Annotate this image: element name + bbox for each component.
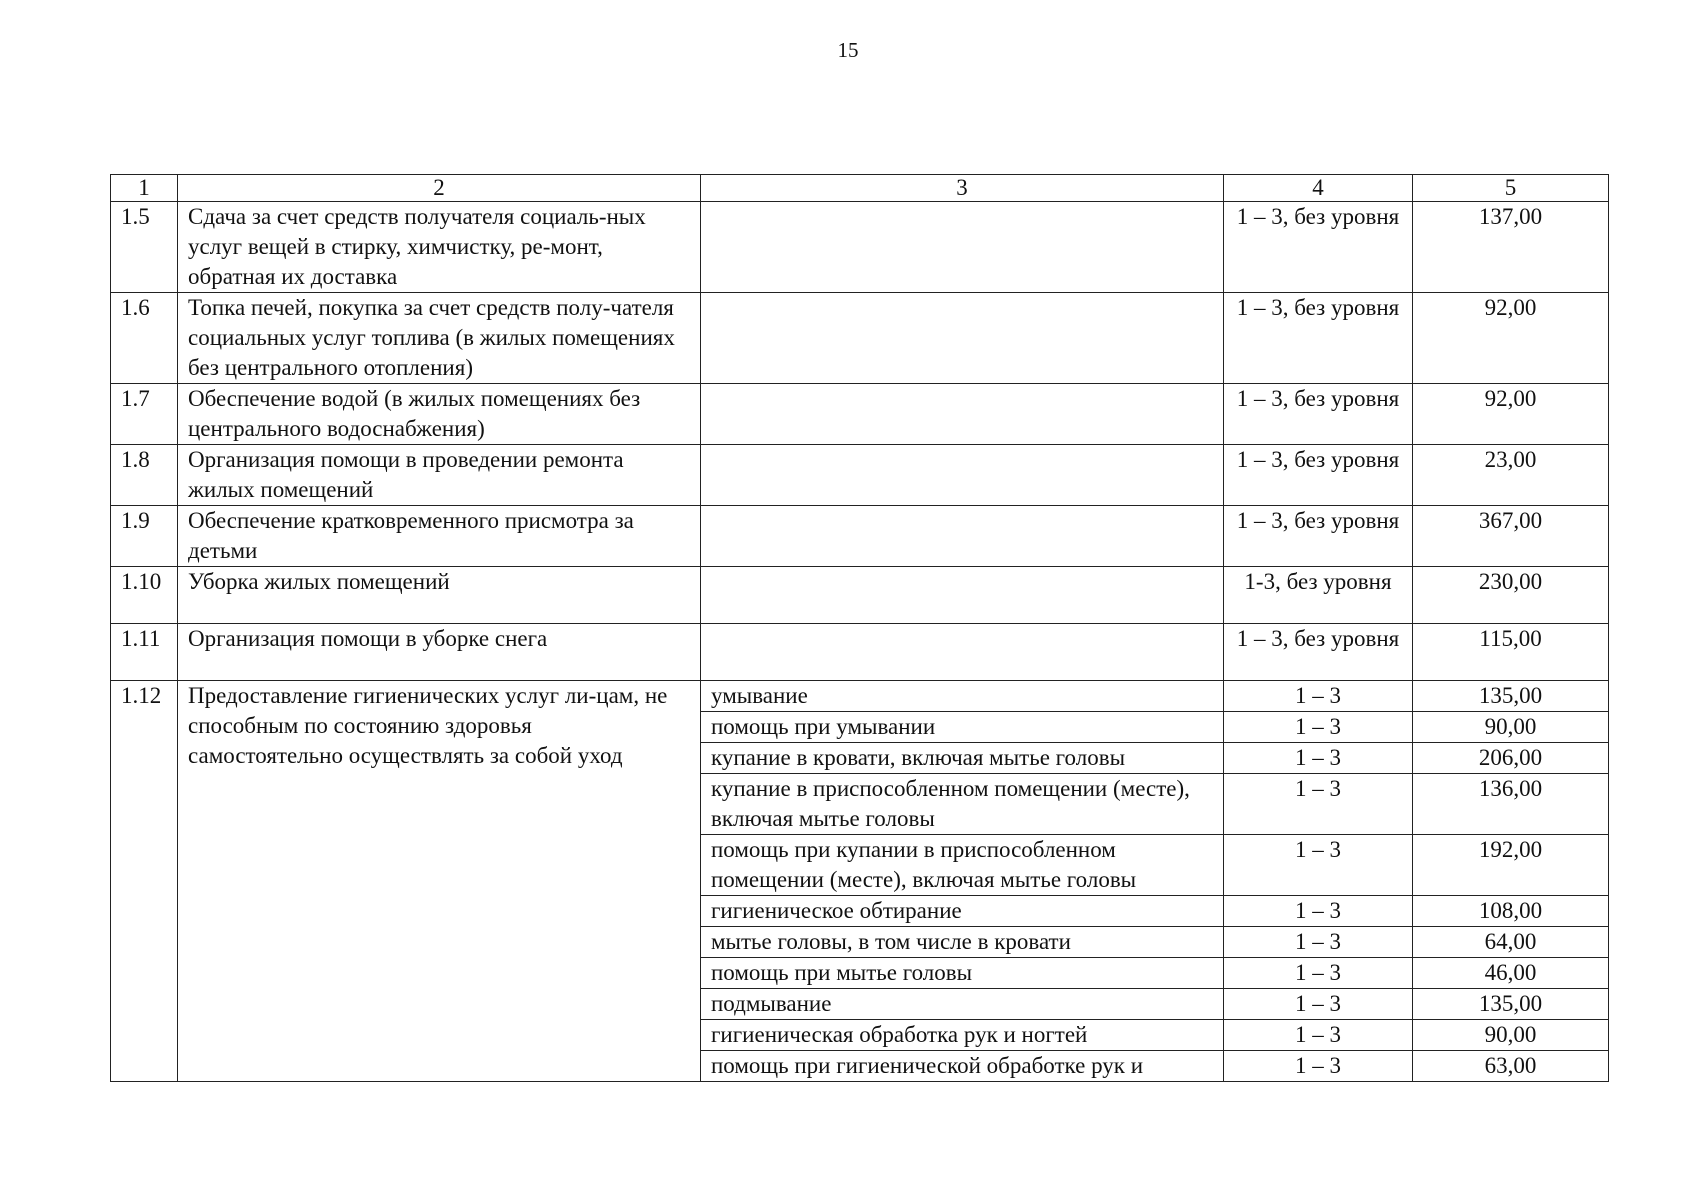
header-cell-4: 4 [1224,175,1413,202]
sub-service-price: 90,00 [1413,1020,1609,1051]
page-number: 15 [837,38,859,62]
service-level: 1 – 3, без уровня [1224,506,1413,567]
service-price: 23,00 [1413,445,1609,506]
sub-service-level: 1 – 3 [1224,681,1413,712]
service-name: Обеспечение кратковременного присмотра за детьми [178,506,701,567]
service-name: Сдача за счет средств получателя социаль-ных услуг вещей в стирку, химчистку, ре-монт, обратная их доставка [178,202,701,293]
service-level: 1 – 3, без уровня [1224,293,1413,384]
row-number: 1.9 [111,506,178,567]
sub-service-description: помощь при гигиенической обработке рук и [701,1051,1224,1082]
table-row [111,624,1609,681]
header-cell-2: 2 [178,175,701,202]
service-level: 1-3, без уровня [1224,567,1413,624]
sub-service-level: 1 – 3 [1224,1051,1413,1082]
service-price: 230,00 [1413,567,1609,624]
sub-service-description: гигиеническая обработка рук и ногтей [701,1020,1224,1051]
service-name: Предоставление гигиенических услуг ли-цам, не способным по состоянию здоровья самостоятельно осуществлять за собой уход [178,681,701,1082]
row-number: 1.8 [111,445,178,506]
table-row [111,384,1609,445]
sub-service-description: купание в кровати, включая мытье головы [701,743,1224,774]
sub-service-description: помощь при купании в приспособленном помещении (месте), включая мытье головы [701,835,1224,896]
sub-service-price: 192,00 [1413,835,1609,896]
service-level: 1 – 3, без уровня [1224,624,1413,681]
service-price: 367,00 [1413,506,1609,567]
sub-service-price: 64,00 [1413,927,1609,958]
service-level: 1 – 3, без уровня [1224,445,1413,506]
service-description [701,567,1224,624]
table-row [111,202,1609,293]
sub-service-price: 46,00 [1413,958,1609,989]
row-number: 1.11 [111,624,178,681]
service-name: Обеспечение водой (в жилых помещениях без центрального водоснабжения) [178,384,701,445]
service-name: Организация помощи в проведении ремонта жилых помещений [178,445,701,506]
sub-service-price: 90,00 [1413,712,1609,743]
table-row [111,506,1609,567]
row-number: 1.6 [111,293,178,384]
row-number: 1.12 [111,681,178,1082]
row-number: 1.5 [111,202,178,293]
header-cell-3: 3 [701,175,1224,202]
service-description [701,624,1224,681]
sub-service-level: 1 – 3 [1224,835,1413,896]
table-header-row [111,175,1609,202]
sub-service-price: 135,00 [1413,989,1609,1020]
sub-service-level: 1 – 3 [1224,989,1413,1020]
sub-service-level: 1 – 3 [1224,1020,1413,1051]
sub-service-description: умывание [701,681,1224,712]
table-row [111,445,1609,506]
sub-service-level: 1 – 3 [1224,927,1413,958]
sub-service-description: помощь при мытье головы [701,958,1224,989]
row-number: 1.7 [111,384,178,445]
row-number: 1.10 [111,567,178,624]
sub-service-price: 136,00 [1413,774,1609,835]
sub-service-price: 63,00 [1413,1051,1609,1082]
sub-service-description: помощь при умывании [701,712,1224,743]
service-description [701,293,1224,384]
sub-service-price: 206,00 [1413,743,1609,774]
service-name: Топка печей, покупка за счет средств полу-чателя социальных услуг топлива (в жилых помещениях без центрального отопления) [178,293,701,384]
sub-service-description: гигиеническое обтирание [701,896,1224,927]
service-description [701,384,1224,445]
sub-service-description: мытье головы, в том числе в кровати [701,927,1224,958]
table-row [111,567,1609,624]
table-row [111,681,1609,712]
table-row [111,293,1609,384]
service-description [701,506,1224,567]
sub-service-level: 1 – 3 [1224,743,1413,774]
service-description [701,202,1224,293]
services-table [110,174,1609,1082]
sub-service-level: 1 – 3 [1224,896,1413,927]
service-description [701,445,1224,506]
header-cell-1: 1 [111,175,178,202]
sub-service-level: 1 – 3 [1224,958,1413,989]
sub-service-level: 1 – 3 [1224,712,1413,743]
sub-service-price: 135,00 [1413,681,1609,712]
sub-service-level: 1 – 3 [1224,774,1413,835]
sub-service-description: подмывание [701,989,1224,1020]
service-price: 115,00 [1413,624,1609,681]
service-level: 1 – 3, без уровня [1224,384,1413,445]
service-name: Организация помощи в уборке снега [178,624,701,681]
service-level: 1 – 3, без уровня [1224,202,1413,293]
service-price: 92,00 [1413,293,1609,384]
service-price: 92,00 [1413,384,1609,445]
service-name: Уборка жилых помещений [178,567,701,624]
service-price: 137,00 [1413,202,1609,293]
sub-service-description: купание в приспособленном помещении (месте), включая мытье головы [701,774,1224,835]
header-cell-5: 5 [1413,175,1609,202]
sub-service-price: 108,00 [1413,896,1609,927]
